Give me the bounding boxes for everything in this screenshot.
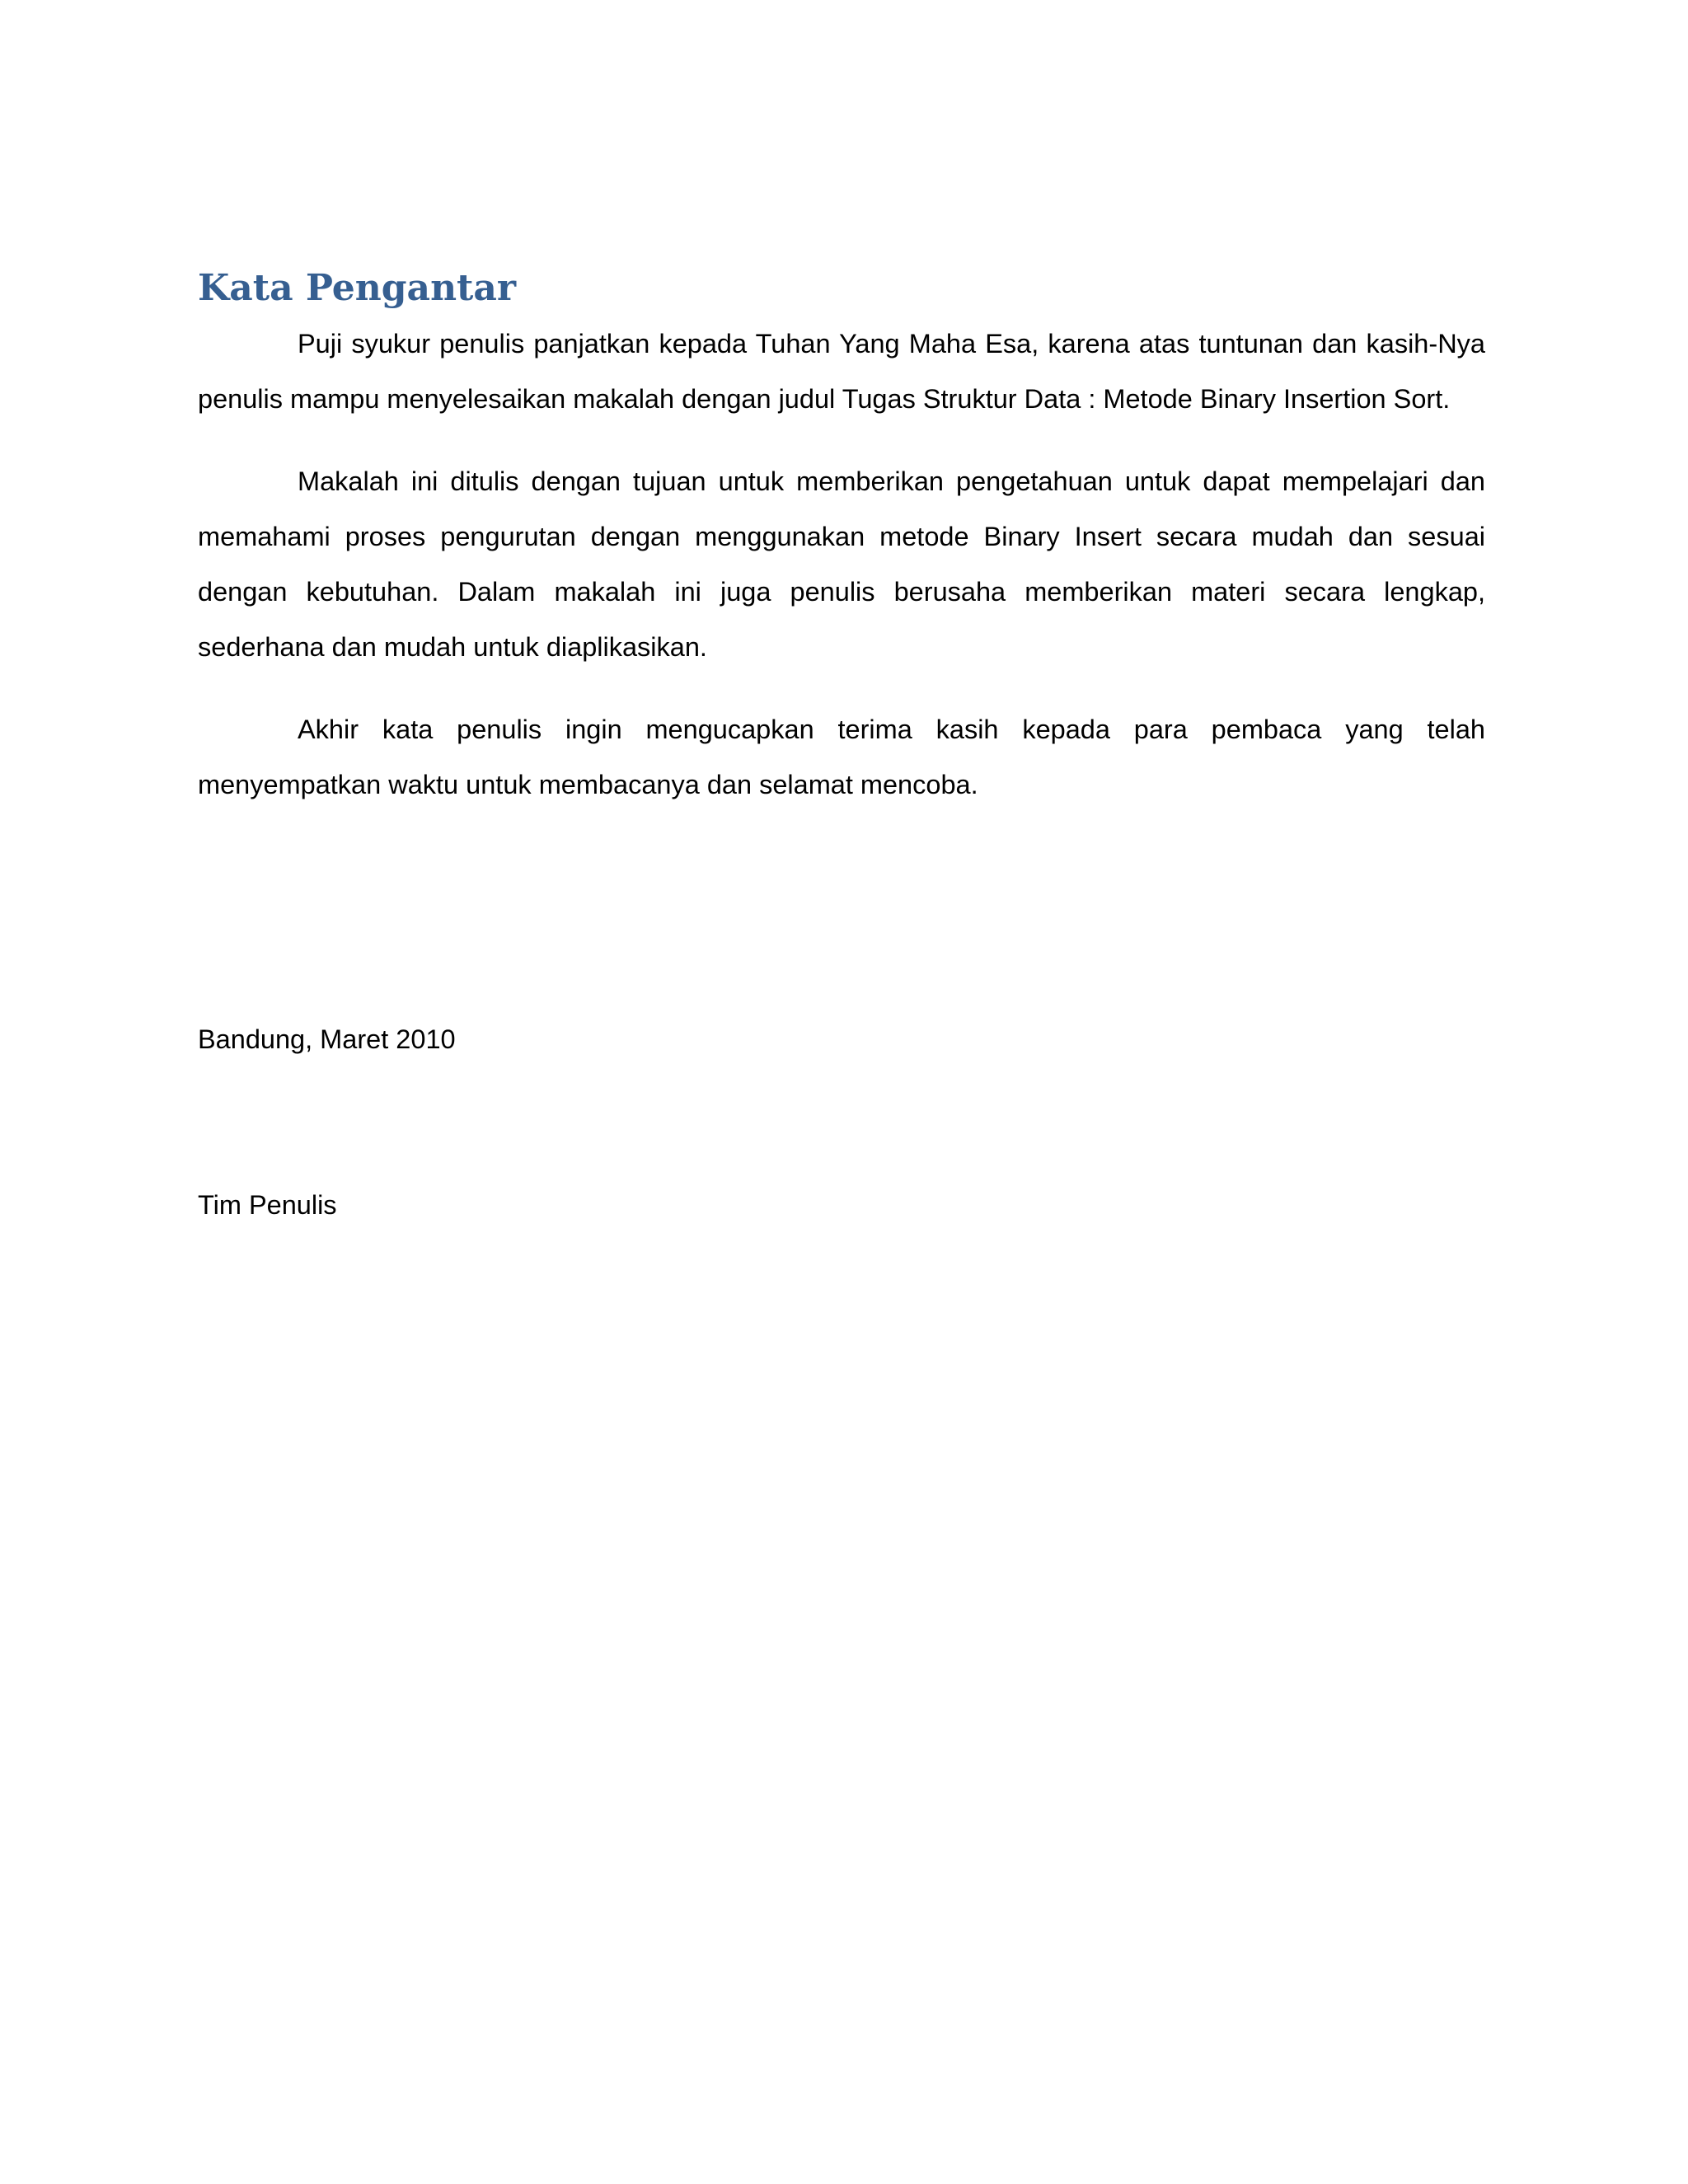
paragraph-2: Makalah ini ditulis dengan tujuan untuk memberikan pengetahuan untuk dapat mempelajari dan memahami proses pengurutan dengan menggunakan metode Binary Insert secara mudah dan sesuai dengan kebutuhan. Dalam makalah ini juga penulis berusaha memberikan materi secara lengkap, sederhana dan mudah untuk diaplikasikan. bbox=[198, 466, 1485, 662]
paragraph-1: Puji syukur penulis panjatkan kepada Tuhan Yang Maha Esa, karena atas tuntunan dan kasih-Nya penulis mampu menyelesaikan makalah dengan judul Tugas Struktur Data : Metode Binary Insertion Sort. bbox=[198, 329, 1485, 414]
document-body bbox=[198, 262, 1485, 840]
paragraph-3: Akhir kata penulis ingin mengucapkan terima kasih kepada para pembaca yang telah menyempatkan waktu untuk membacanya dan selamat mencoba. bbox=[198, 715, 1485, 799]
signature: Tim Penulis bbox=[198, 1190, 337, 1220]
page-title: Kata Pengantar bbox=[198, 267, 517, 309]
place-date: Bandung, Maret 2010 bbox=[198, 1024, 456, 1054]
